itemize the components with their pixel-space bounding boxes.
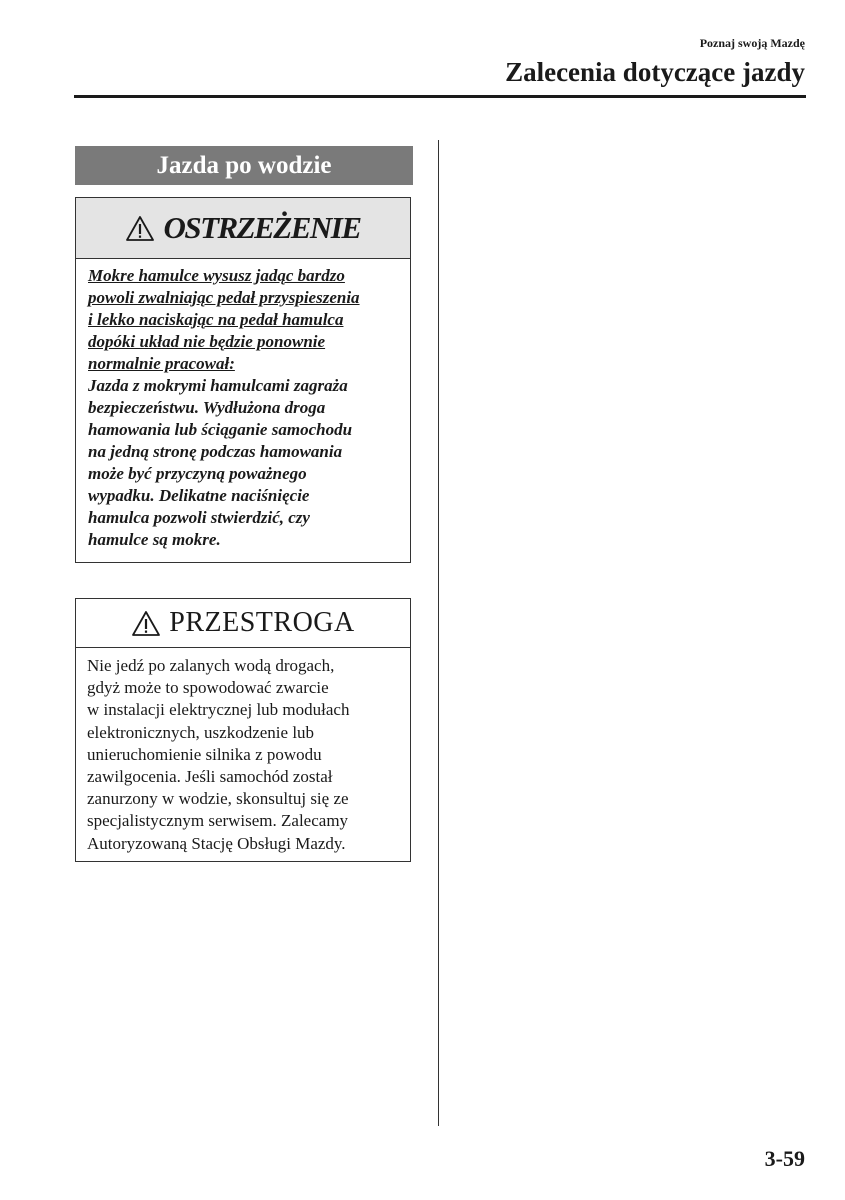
warning-line: hamulca pozwoli stwierdzić, czy — [88, 508, 310, 527]
caution-line: gdyż może to spowodować zwarcie — [87, 678, 329, 698]
warning-triangle-icon — [125, 215, 155, 242]
caution-text — [76, 648, 410, 855]
warning-box — [75, 197, 411, 563]
warning-line: bezpieczeństwu. Wydłużona droga — [88, 398, 326, 417]
warning-line: na jedną stronę podczas hamowania — [88, 442, 343, 461]
warning-line: hamowania lub ściąganie samochodu — [88, 420, 353, 439]
caution-line: w instalacji elektrycznej lub modułach — [87, 700, 350, 720]
caution-line: zawilgocenia. Jeśli samochód został — [87, 767, 333, 787]
warning-line: dopóki układ nie będzie ponownie — [88, 332, 326, 351]
warning-text — [76, 259, 410, 551]
warning-line: normalnie pracował: — [88, 354, 235, 373]
warning-line: i lekko naciskając na pedał hamulca — [88, 310, 344, 329]
warning-line: może być przyczyną poważnego — [88, 464, 307, 483]
caution-line: unieruchomienie silnika z powodu — [87, 744, 322, 764]
caution-box — [75, 598, 411, 862]
caution-title: PRZESTROGA — [169, 607, 355, 638]
warning-header — [76, 198, 410, 259]
page-title: Zalecenia dotyczące jazdy — [505, 57, 805, 87]
warning-line: wypadku. Delikatne naciśnięcie — [88, 486, 310, 505]
warning-line: powoli zwalniając pedał przyspieszenia — [88, 288, 360, 307]
caution-line: Nie jedź po zalanych wodą drogach, — [87, 656, 335, 675]
caution-line: elektronicznych, uszkodzenie lub — [87, 722, 315, 742]
header-section-label: Poznaj swoją Mazdę — [699, 36, 805, 50]
warning-line: Jazda z mokrymi hamulcami zagraża — [88, 376, 348, 395]
warning-triangle-icon — [131, 610, 161, 637]
caution-header — [76, 599, 410, 648]
warning-title: OSTRZEŻENIE — [163, 210, 361, 245]
section-heading: Jazda po wodzie — [75, 146, 413, 185]
header-rule — [74, 95, 806, 98]
caution-line: specjalistycznym serwisem. Zalecamy — [87, 811, 349, 831]
caution-line: zanurzony w wodzie, skonsultuj się ze — [87, 789, 349, 809]
page-number: 3-59 — [764, 1146, 805, 1171]
warning-line: hamulce są mokre. — [88, 530, 221, 549]
caution-line: Autoryzowaną Stację Obsługi Mazdy. — [87, 833, 346, 853]
column-divider — [438, 140, 439, 1126]
warning-line: Mokre hamulce wysusz jadąc bardzo — [88, 266, 345, 285]
